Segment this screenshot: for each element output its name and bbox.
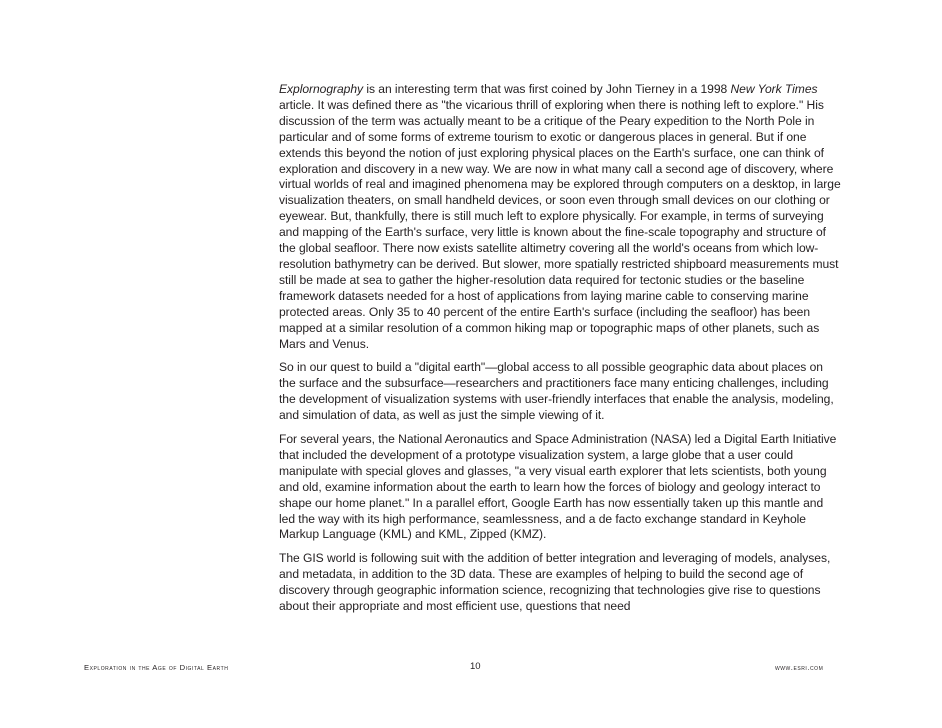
paragraph-digital-earth: So in our quest to build a "digital earth"—global access to all possible geographic data about places on the surface and the subsurface—researchers and practitioners face many enticing challenges, including the development of visualization systems with user-friendly interfaces that enable the analysis, modeling, and simulation of data, as well as just the simple viewing of it. bbox=[279, 360, 834, 423]
footer-page-number: 10 bbox=[470, 661, 481, 672]
paragraph-text: is an interesting term that was first coined by John Tierney in a 1998 bbox=[363, 82, 731, 96]
paragraph-nasa: For several years, the National Aeronautics and Space Administration (NASA) led a Digital Earth Initiative that included the development of a prototype visualization system, a large globe that a user could manipulate with special gloves and glasses, "a very visual earth explorer that lets scientists, both young and old, examine information about the earth to learn how the forces of biology and geology interact to shape our home planet." In a parallel effort, Google Earth has now essentially taken up this mantle and led the way with its high performance, seamlessness, and a de facto exchange standard in Keyhole Markup Language (KML) and KML, Zipped (KMZ). bbox=[279, 432, 837, 542]
paragraph-gis-world: The GIS world is following suit with the addition of better integration and leveraging of models, analyses, and metadata, in addition to the 3D data. These are examples of helping to build the second age of discovery through geographic information science, recognizing that technologies give rise to questions about their appropriate and most efficient use, questions that need bbox=[279, 551, 831, 614]
footer-website: www.esri.com bbox=[775, 663, 824, 672]
publication-name: New York Times bbox=[730, 82, 818, 96]
paragraph-text: article. It was defined there as "the vicarious thrill of exploring when there is nothing left to explore." His discussion of the term was actually meant to be a critique of the Peary expedition to the North Pole in particular and of some forms of extreme tourism to exotic or dangerous places in general. But if one extends this beyond the notion of just exploring physical places on the Earth's surface, one can think of exploration and discovery in a new way. We are now in what many call a second age of discovery, where virtual worlds of real and imagined phenomena may be explored through computers on a desktop, in large visualization theaters, on small handheld devices, or soon even through small devices on our clothing or eyewear. But, thankfully, there is still much left to explore physically. For example, in terms of surveying and mapping of the Earth's surface, very little is known about the fine-scale topography and structure of the global seafloor. There now exists satellite altimetry covering all the world's oceans from which low-resolution bathymetry can be derived. But slower, more spatially restricted shipboard measurements must still be made at sea to gather the higher-resolution data required for tectonic studies or the baseline framework datasets needed for a host of applications from laying marine cable to conserving marine protected areas. Only 35 to 40 percent of the entire Earth's surface (including the seafloor) has been mapped at a similar resolution of a common hiking map or topographic maps of other planets, such as Mars and Venus. bbox=[279, 97, 841, 351]
paragraph-explornography bbox=[279, 82, 841, 352]
footer-book-title: Exploration in the Age of Digital Earth bbox=[84, 663, 229, 672]
body-text-column bbox=[279, 82, 841, 623]
term-explornography: Explornography bbox=[279, 82, 364, 96]
